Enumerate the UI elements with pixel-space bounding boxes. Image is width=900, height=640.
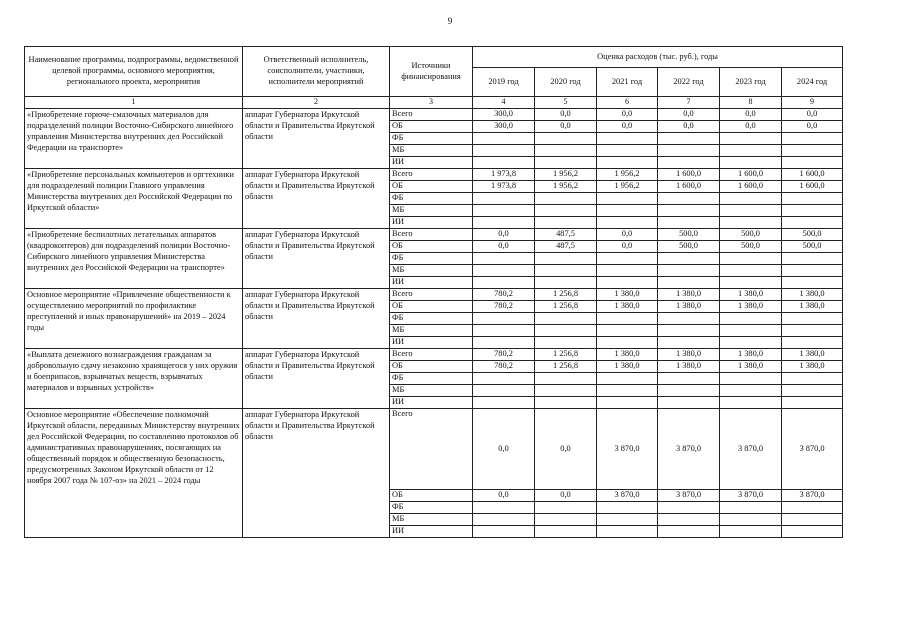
funding-source-cell: МБ xyxy=(390,514,473,526)
cost-value-cell: 0,0 xyxy=(473,241,535,253)
funding-source-cell: ИИ xyxy=(390,337,473,349)
funding-source-cell: Всего xyxy=(390,409,473,490)
cost-value-cell xyxy=(473,526,535,538)
cost-value-cell: 1 600,0 xyxy=(782,169,843,181)
cost-value-cell xyxy=(720,205,782,217)
funding-source-cell: Всего xyxy=(390,109,473,121)
cost-value-cell xyxy=(473,313,535,325)
cost-value-cell: 1 600,0 xyxy=(658,181,720,193)
cost-value-cell xyxy=(658,397,720,409)
cost-value-cell xyxy=(782,502,843,514)
cost-value-cell xyxy=(597,145,658,157)
cost-value-cell xyxy=(535,277,597,289)
cost-value-cell xyxy=(782,277,843,289)
cost-value-cell xyxy=(473,133,535,145)
program-name-cell: «Выплата денежного вознаграждения гражданам за добровольную сдачу незаконно хранящегося у них оружия и боеприпасов, взрывчатых веществ, взрывчатых материалов и взрывных устройств» xyxy=(25,349,243,409)
cost-value-cell xyxy=(597,385,658,397)
cost-value-cell xyxy=(720,373,782,385)
cost-value-cell: 1 380,0 xyxy=(782,289,843,301)
cost-value-cell xyxy=(720,337,782,349)
funding-source-cell: ФБ xyxy=(390,502,473,514)
cost-value-cell xyxy=(782,193,843,205)
cost-value-cell: 3 870,0 xyxy=(597,490,658,502)
cost-value-cell: 0,0 xyxy=(597,241,658,253)
cost-value-cell xyxy=(597,253,658,265)
cost-value-cell xyxy=(597,313,658,325)
cost-value-cell: 1 380,0 xyxy=(597,361,658,373)
funding-source-cell: МБ xyxy=(390,385,473,397)
executor-cell: аппарат Губернатора Иркутской области и Правительства Иркутской области xyxy=(243,169,390,229)
cost-value-cell xyxy=(597,277,658,289)
cost-value-cell: 0,0 xyxy=(658,109,720,121)
cost-value-cell xyxy=(597,133,658,145)
cost-value-cell xyxy=(597,337,658,349)
cost-value-cell: 1 256,8 xyxy=(535,361,597,373)
cost-value-cell: 1 380,0 xyxy=(720,289,782,301)
cost-value-cell: 1 380,0 xyxy=(597,289,658,301)
cost-value-cell: 487,5 xyxy=(535,229,597,241)
cost-value-cell: 0,0 xyxy=(535,409,597,490)
cost-value-cell xyxy=(658,265,720,277)
cost-value-cell: 0,0 xyxy=(535,490,597,502)
cost-value-cell xyxy=(535,157,597,169)
header-program-name: Наименование программы, подпрограммы, ведомственной целевой программы, основного мероприятия, регионального проекта, мероприятия xyxy=(25,47,243,97)
cost-value-cell: 1 380,0 xyxy=(658,301,720,313)
executor-cell: аппарат Губернатора Иркутской области и Правительства Иркутской области xyxy=(243,109,390,169)
cost-value-cell: 1 600,0 xyxy=(658,169,720,181)
cost-value-cell: 0,0 xyxy=(535,121,597,133)
cost-value-cell xyxy=(720,502,782,514)
header-executor: Ответственный исполнитель, соисполнители, участники, исполнители мероприятий xyxy=(243,47,390,97)
cost-value-cell xyxy=(720,193,782,205)
cost-value-cell xyxy=(782,397,843,409)
cost-value-cell: 0,0 xyxy=(720,109,782,121)
funding-source-cell: ОБ xyxy=(390,301,473,313)
cost-value-cell xyxy=(597,325,658,337)
header-year: 2022 год xyxy=(658,68,720,97)
cost-value-cell xyxy=(473,337,535,349)
table-row xyxy=(25,289,843,301)
cost-value-cell: 0,0 xyxy=(782,109,843,121)
cost-value-cell xyxy=(535,514,597,526)
funding-source-cell: ОБ xyxy=(390,121,473,133)
cost-value-cell: 0,0 xyxy=(597,109,658,121)
program-name-cell: «Приобретение беспилотных летательных аппаратов (квадрокоптеров) для подразделений полиции Восточно-Сибирского линейного управления Министерства внутренних дел Российской Федерации на транспорте» xyxy=(25,229,243,289)
cost-value-cell xyxy=(473,397,535,409)
funding-source-cell: ИИ xyxy=(390,397,473,409)
cost-value-cell xyxy=(658,277,720,289)
cost-value-cell xyxy=(658,325,720,337)
cost-value-cell xyxy=(535,325,597,337)
program-name-cell: Основное мероприятие «Привлечение общественности к осуществлению мероприятий по профилактике преступлений и иных правонарушений» на 2019 – 2024 годы xyxy=(25,289,243,349)
cost-value-cell: 780,2 xyxy=(473,301,535,313)
cost-value-cell xyxy=(720,397,782,409)
cost-value-cell: 1 600,0 xyxy=(720,181,782,193)
column-number: 6 xyxy=(597,97,658,109)
cost-value-cell xyxy=(535,337,597,349)
funding-source-cell: ФБ xyxy=(390,253,473,265)
executor-cell: аппарат Губернатора Иркутской области и Правительства Иркутской области xyxy=(243,409,390,538)
header-funding-source: Источники финансирования xyxy=(390,47,473,97)
cost-value-cell xyxy=(658,385,720,397)
cost-value-cell: 1 380,0 xyxy=(720,349,782,361)
cost-value-cell xyxy=(658,313,720,325)
table-row xyxy=(25,349,843,361)
table-row xyxy=(25,169,843,181)
cost-value-cell: 780,2 xyxy=(473,349,535,361)
cost-value-cell xyxy=(658,526,720,538)
funding-source-cell: ИИ xyxy=(390,277,473,289)
cost-value-cell xyxy=(473,502,535,514)
cost-value-cell xyxy=(597,157,658,169)
funding-source-cell: ФБ xyxy=(390,313,473,325)
cost-value-cell: 1 956,2 xyxy=(597,181,658,193)
cost-value-cell xyxy=(597,397,658,409)
header-year: 2019 год xyxy=(473,68,535,97)
cost-value-cell: 780,2 xyxy=(473,361,535,373)
cost-value-cell: 500,0 xyxy=(782,229,843,241)
cost-value-cell xyxy=(720,253,782,265)
cost-value-cell: 500,0 xyxy=(658,241,720,253)
column-number: 2 xyxy=(243,97,390,109)
cost-value-cell xyxy=(535,253,597,265)
header-column-numbers xyxy=(25,97,843,109)
cost-value-cell xyxy=(473,325,535,337)
header-year: 2024 год xyxy=(782,68,843,97)
cost-value-cell xyxy=(597,217,658,229)
cost-value-cell xyxy=(535,385,597,397)
cost-value-cell xyxy=(535,373,597,385)
program-name-cell: «Приобретение персональных компьютеров и оргтехники для подразделений полиции Главного управления Министерства внутренних дел Российской Федерации по Иркутской области» xyxy=(25,169,243,229)
cost-value-cell xyxy=(658,193,720,205)
cost-value-cell xyxy=(782,385,843,397)
cost-value-cell: 1 973,8 xyxy=(473,181,535,193)
cost-value-cell: 3 870,0 xyxy=(720,490,782,502)
cost-value-cell: 1 380,0 xyxy=(658,361,720,373)
cost-value-cell xyxy=(535,205,597,217)
cost-value-cell xyxy=(782,205,843,217)
cost-value-cell xyxy=(597,502,658,514)
cost-value-cell xyxy=(782,526,843,538)
cost-value-cell xyxy=(473,217,535,229)
cost-value-cell: 1 380,0 xyxy=(782,349,843,361)
cost-value-cell xyxy=(658,217,720,229)
funding-source-cell: Всего xyxy=(390,349,473,361)
cost-value-cell xyxy=(597,205,658,217)
cost-value-cell xyxy=(535,217,597,229)
funding-source-cell: МБ xyxy=(390,145,473,157)
funding-source-cell: ФБ xyxy=(390,373,473,385)
cost-value-cell: 1 380,0 xyxy=(720,301,782,313)
cost-value-cell: 0,0 xyxy=(535,109,597,121)
cost-value-cell xyxy=(473,205,535,217)
cost-value-cell: 0,0 xyxy=(473,409,535,490)
funding-source-cell: МБ xyxy=(390,265,473,277)
cost-value-cell xyxy=(782,145,843,157)
cost-value-cell xyxy=(473,265,535,277)
cost-value-cell: 0,0 xyxy=(597,121,658,133)
cost-value-cell xyxy=(535,313,597,325)
column-number: 5 xyxy=(535,97,597,109)
cost-value-cell: 300,0 xyxy=(473,121,535,133)
page-number: 9 xyxy=(447,16,453,26)
cost-value-cell xyxy=(473,277,535,289)
cost-value-cell: 0,0 xyxy=(597,229,658,241)
cost-value-cell xyxy=(720,145,782,157)
cost-value-cell: 500,0 xyxy=(658,229,720,241)
cost-value-cell xyxy=(658,373,720,385)
column-number: 9 xyxy=(782,97,843,109)
cost-value-cell xyxy=(720,526,782,538)
cost-value-cell xyxy=(720,514,782,526)
cost-value-cell: 0,0 xyxy=(473,490,535,502)
cost-value-cell: 300,0 xyxy=(473,109,535,121)
cost-value-cell: 1 600,0 xyxy=(720,169,782,181)
cost-value-cell xyxy=(473,385,535,397)
expenditure-table xyxy=(24,46,843,538)
cost-value-cell: 1 380,0 xyxy=(597,349,658,361)
executor-cell: аппарат Губернатора Иркутской области и Правительства Иркутской области xyxy=(243,289,390,349)
table-body xyxy=(25,109,843,538)
cost-value-cell: 500,0 xyxy=(720,241,782,253)
cost-value-cell xyxy=(782,253,843,265)
cost-value-cell xyxy=(720,385,782,397)
cost-value-cell xyxy=(535,193,597,205)
cost-value-cell: 487,5 xyxy=(535,241,597,253)
cost-value-cell xyxy=(535,397,597,409)
cost-value-cell: 1 956,2 xyxy=(597,169,658,181)
funding-source-cell: ИИ xyxy=(390,157,473,169)
cost-value-cell xyxy=(658,502,720,514)
cost-value-cell: 1 256,8 xyxy=(535,289,597,301)
cost-value-cell xyxy=(473,145,535,157)
header-year: 2020 год xyxy=(535,68,597,97)
cost-value-cell xyxy=(473,157,535,169)
column-number: 8 xyxy=(720,97,782,109)
cost-value-cell: 1 380,0 xyxy=(782,361,843,373)
funding-source-cell: ИИ xyxy=(390,217,473,229)
table-row xyxy=(25,109,843,121)
header-year: 2021 год xyxy=(597,68,658,97)
cost-value-cell xyxy=(597,514,658,526)
cost-value-cell xyxy=(658,157,720,169)
cost-value-cell: 0,0 xyxy=(658,121,720,133)
table-header xyxy=(25,47,843,109)
cost-value-cell: 0,0 xyxy=(720,121,782,133)
cost-value-cell: 1 380,0 xyxy=(720,361,782,373)
cost-value-cell: 3 870,0 xyxy=(658,490,720,502)
cost-value-cell xyxy=(782,514,843,526)
table-row xyxy=(25,409,843,490)
cost-value-cell xyxy=(782,133,843,145)
cost-value-cell: 3 870,0 xyxy=(720,409,782,490)
cost-value-cell: 1 380,0 xyxy=(782,301,843,313)
executor-cell: аппарат Губернатора Иркутской области и Правительства Иркутской области xyxy=(243,349,390,409)
cost-value-cell: 3 870,0 xyxy=(658,409,720,490)
cost-value-cell xyxy=(658,133,720,145)
cost-value-cell xyxy=(782,157,843,169)
cost-value-cell: 500,0 xyxy=(782,241,843,253)
cost-value-cell xyxy=(720,217,782,229)
funding-source-cell: ИИ xyxy=(390,526,473,538)
cost-value-cell xyxy=(535,526,597,538)
funding-source-cell: ОБ xyxy=(390,361,473,373)
cost-value-cell: 780,2 xyxy=(473,289,535,301)
program-name-cell: Основное мероприятие «Обеспечение полномочий Иркутской области, переданных Министерству внутренних дел Российской Федерации, по составлению протоколов об административных правонарушениях, посягающих на общественный порядок и общественную безопасность, предусмотренных Законом Иркутской области от 12 ноября 2007 года № 107-оз» на 2021 – 2024 годы xyxy=(25,409,243,538)
funding-source-cell: ОБ xyxy=(390,181,473,193)
cost-value-cell xyxy=(720,277,782,289)
executor-cell: аппарат Губернатора Иркутской области и Правительства Иркутской области xyxy=(243,229,390,289)
funding-source-cell: Всего xyxy=(390,229,473,241)
funding-source-cell: Всего xyxy=(390,289,473,301)
cost-value-cell xyxy=(782,217,843,229)
column-number: 7 xyxy=(658,97,720,109)
funding-source-cell: ОБ xyxy=(390,490,473,502)
cost-value-cell xyxy=(473,514,535,526)
cost-value-cell xyxy=(658,253,720,265)
cost-value-cell xyxy=(720,265,782,277)
cost-value-cell xyxy=(720,313,782,325)
column-number: 4 xyxy=(473,97,535,109)
table-row xyxy=(25,229,843,241)
cost-value-cell: 1 380,0 xyxy=(597,301,658,313)
cost-value-cell xyxy=(597,265,658,277)
cost-value-cell xyxy=(535,502,597,514)
program-name-cell: «Приобретение горюче-смазочных материалов для подразделений полиции Восточно-Сибирского линейного управления Министерства внутренних дел Российской Федерации на транспорте» xyxy=(25,109,243,169)
cost-value-cell: 3 870,0 xyxy=(782,490,843,502)
cost-value-cell: 3 870,0 xyxy=(597,409,658,490)
cost-value-cell: 1 956,2 xyxy=(535,169,597,181)
header-cost-estimate: Оценка расходов (тыс. руб.), годы xyxy=(473,47,843,68)
cost-value-cell: 3 870,0 xyxy=(782,409,843,490)
column-number: 1 xyxy=(25,97,243,109)
cost-value-cell xyxy=(535,145,597,157)
cost-value-cell xyxy=(535,133,597,145)
cost-value-cell: 0,0 xyxy=(473,229,535,241)
cost-value-cell xyxy=(782,265,843,277)
cost-value-cell: 1 380,0 xyxy=(658,289,720,301)
header-year: 2023 год xyxy=(720,68,782,97)
cost-value-cell: 1 956,2 xyxy=(535,181,597,193)
cost-value-cell xyxy=(782,313,843,325)
cost-value-cell xyxy=(473,193,535,205)
funding-source-cell: ФБ xyxy=(390,193,473,205)
cost-value-cell: 0,0 xyxy=(782,121,843,133)
cost-value-cell xyxy=(473,373,535,385)
funding-source-cell: МБ xyxy=(390,205,473,217)
cost-value-cell xyxy=(597,373,658,385)
cost-value-cell: 1 600,0 xyxy=(782,181,843,193)
cost-value-cell xyxy=(720,133,782,145)
cost-value-cell xyxy=(535,265,597,277)
cost-value-cell: 1 380,0 xyxy=(658,349,720,361)
cost-value-cell xyxy=(782,373,843,385)
cost-value-cell xyxy=(658,337,720,349)
funding-source-cell: Всего xyxy=(390,169,473,181)
cost-value-cell xyxy=(658,205,720,217)
funding-source-cell: МБ xyxy=(390,325,473,337)
cost-value-cell xyxy=(720,157,782,169)
cost-value-cell xyxy=(658,145,720,157)
cost-value-cell xyxy=(473,253,535,265)
cost-value-cell: 1 973,8 xyxy=(473,169,535,181)
cost-value-cell xyxy=(658,514,720,526)
column-number: 3 xyxy=(390,97,473,109)
funding-source-cell: ФБ xyxy=(390,133,473,145)
cost-value-cell xyxy=(597,526,658,538)
cost-value-cell xyxy=(782,337,843,349)
cost-value-cell: 500,0 xyxy=(720,229,782,241)
cost-value-cell xyxy=(720,325,782,337)
cost-value-cell: 1 256,8 xyxy=(535,349,597,361)
cost-value-cell xyxy=(782,325,843,337)
funding-source-cell: ОБ xyxy=(390,241,473,253)
cost-value-cell: 1 256,8 xyxy=(535,301,597,313)
cost-value-cell xyxy=(597,193,658,205)
